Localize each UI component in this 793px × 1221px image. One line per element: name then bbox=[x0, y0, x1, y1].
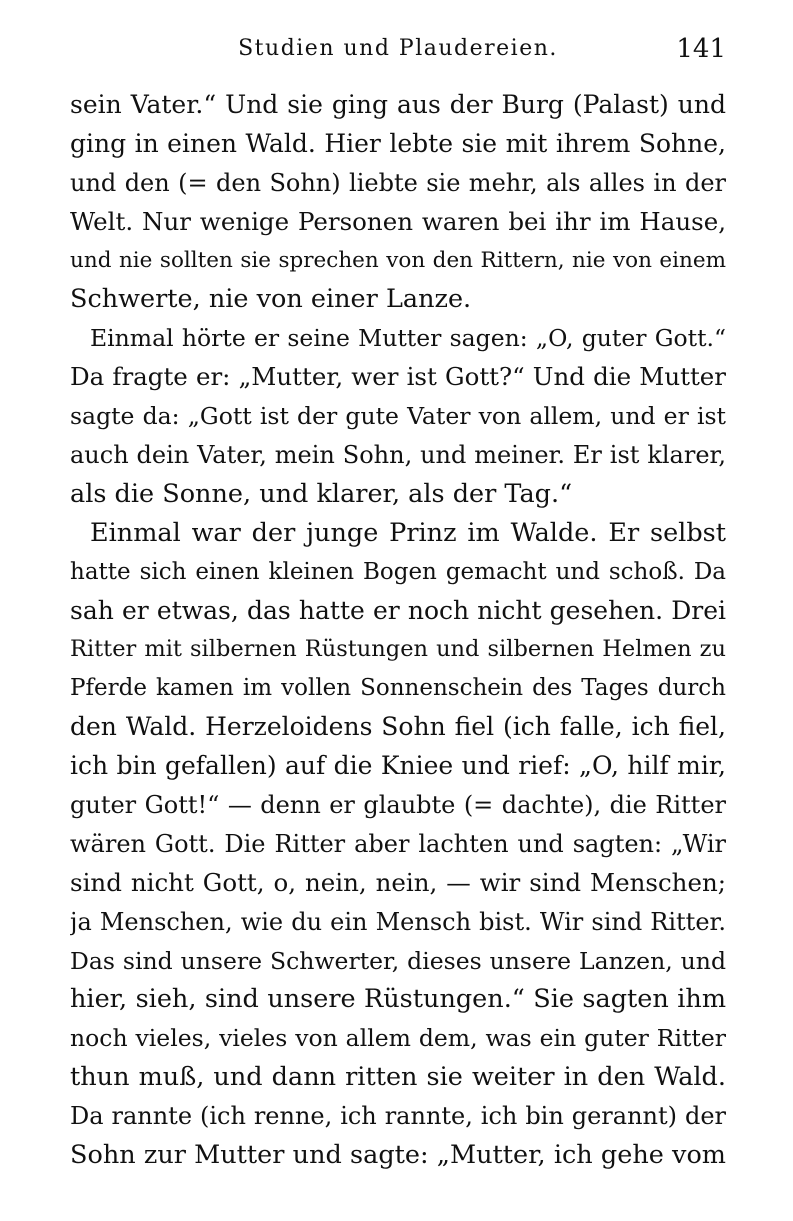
text-line: Einmal hörte er seine Mutter sagen: „O, guter Gott.“ bbox=[90, 324, 726, 353]
text-line: und den (= den Sohn) liebte sie mehr, als alles in der bbox=[70, 168, 726, 197]
running-head bbox=[70, 36, 726, 66]
text-line: noch vieles, vieles von allem dem, was ein guter Ritter bbox=[70, 1024, 726, 1053]
text-line: Welt. Nur wenige Personen waren bei ihr im Hause, bbox=[70, 206, 726, 236]
text-line: den Wald. Herzeloidens Sohn fiel (ich falle, ich fiel, bbox=[70, 712, 726, 742]
page-number: 141 bbox=[676, 34, 726, 64]
text-line: thun muß, und dann ritten sie weiter in den Wald. bbox=[70, 1062, 726, 1093]
text-line: Das sind unsere Schwerter, dieses unsere Lanzen, und bbox=[70, 946, 726, 975]
text-line: Da rannte (ich renne, ich rannte, ich bin gerannt) der bbox=[70, 1102, 726, 1131]
text-line: und nie sollten sie sprechen von den Rittern, nie von einem bbox=[70, 247, 726, 273]
text-line: Einmal war der junge Prinz im Walde. Er selbst bbox=[90, 517, 726, 548]
text-line: sein Vater.“ Und sie ging aus der Burg (Palast) und bbox=[70, 90, 726, 119]
text-line: als die Sonne, und klarer, als der Tag.“ bbox=[70, 478, 573, 509]
text-line: Sohn zur Mutter und sagte: „Mutter, ich gehe vom bbox=[70, 1140, 726, 1171]
text-line: wären Gott. Die Ritter aber lachten und sagten: „Wir bbox=[70, 829, 726, 858]
text-line: sagte da: „Gott ist der gute Vater von allem, und er ist bbox=[70, 402, 726, 431]
text-line: sind nicht Gott, o, nein, nein, — wir sind Menschen; bbox=[70, 867, 726, 897]
text-line: hier, sieh, sind unsere Rüstungen.“ Sie sagten ihm bbox=[70, 984, 726, 1015]
text-line: auch dein Vater, mein Sohn, und meiner. Er ist klarer, bbox=[70, 441, 726, 470]
text-line: guter Gott!“ — denn er glaubte (= dachte), die Ritter bbox=[70, 791, 726, 820]
text-line: ja Menschen, wie du ein Mensch bist. Wir sind Ritter. bbox=[70, 907, 726, 936]
text-line: hatte sich einen kleinen Bogen gemacht und schoß. Da bbox=[70, 558, 726, 585]
text-line: Pferde kamen im vollen Sonnenschein des Tages durch bbox=[70, 675, 726, 702]
body-text bbox=[70, 86, 726, 1175]
text-line: Da fragte er: „Mutter, wer ist Gott?“ Und die Mutter bbox=[70, 362, 726, 392]
text-line: sah er etwas, das hatte er noch nicht gesehen. Drei bbox=[70, 595, 726, 625]
text-line: ging in einen Wald. Hier lebte sie mit ihrem Sohne, bbox=[70, 128, 726, 158]
text-line: Ritter mit silbernen Rüstungen und silbernen Helmen zu bbox=[70, 636, 726, 663]
running-head-title: Studien und Plaudereien. bbox=[238, 36, 558, 61]
text-line: Schwerte, nie von einer Lanze. bbox=[70, 284, 472, 315]
text-line: ich bin gefallen) auf die Kniee und rief: „O, hilf mir, bbox=[70, 751, 726, 781]
